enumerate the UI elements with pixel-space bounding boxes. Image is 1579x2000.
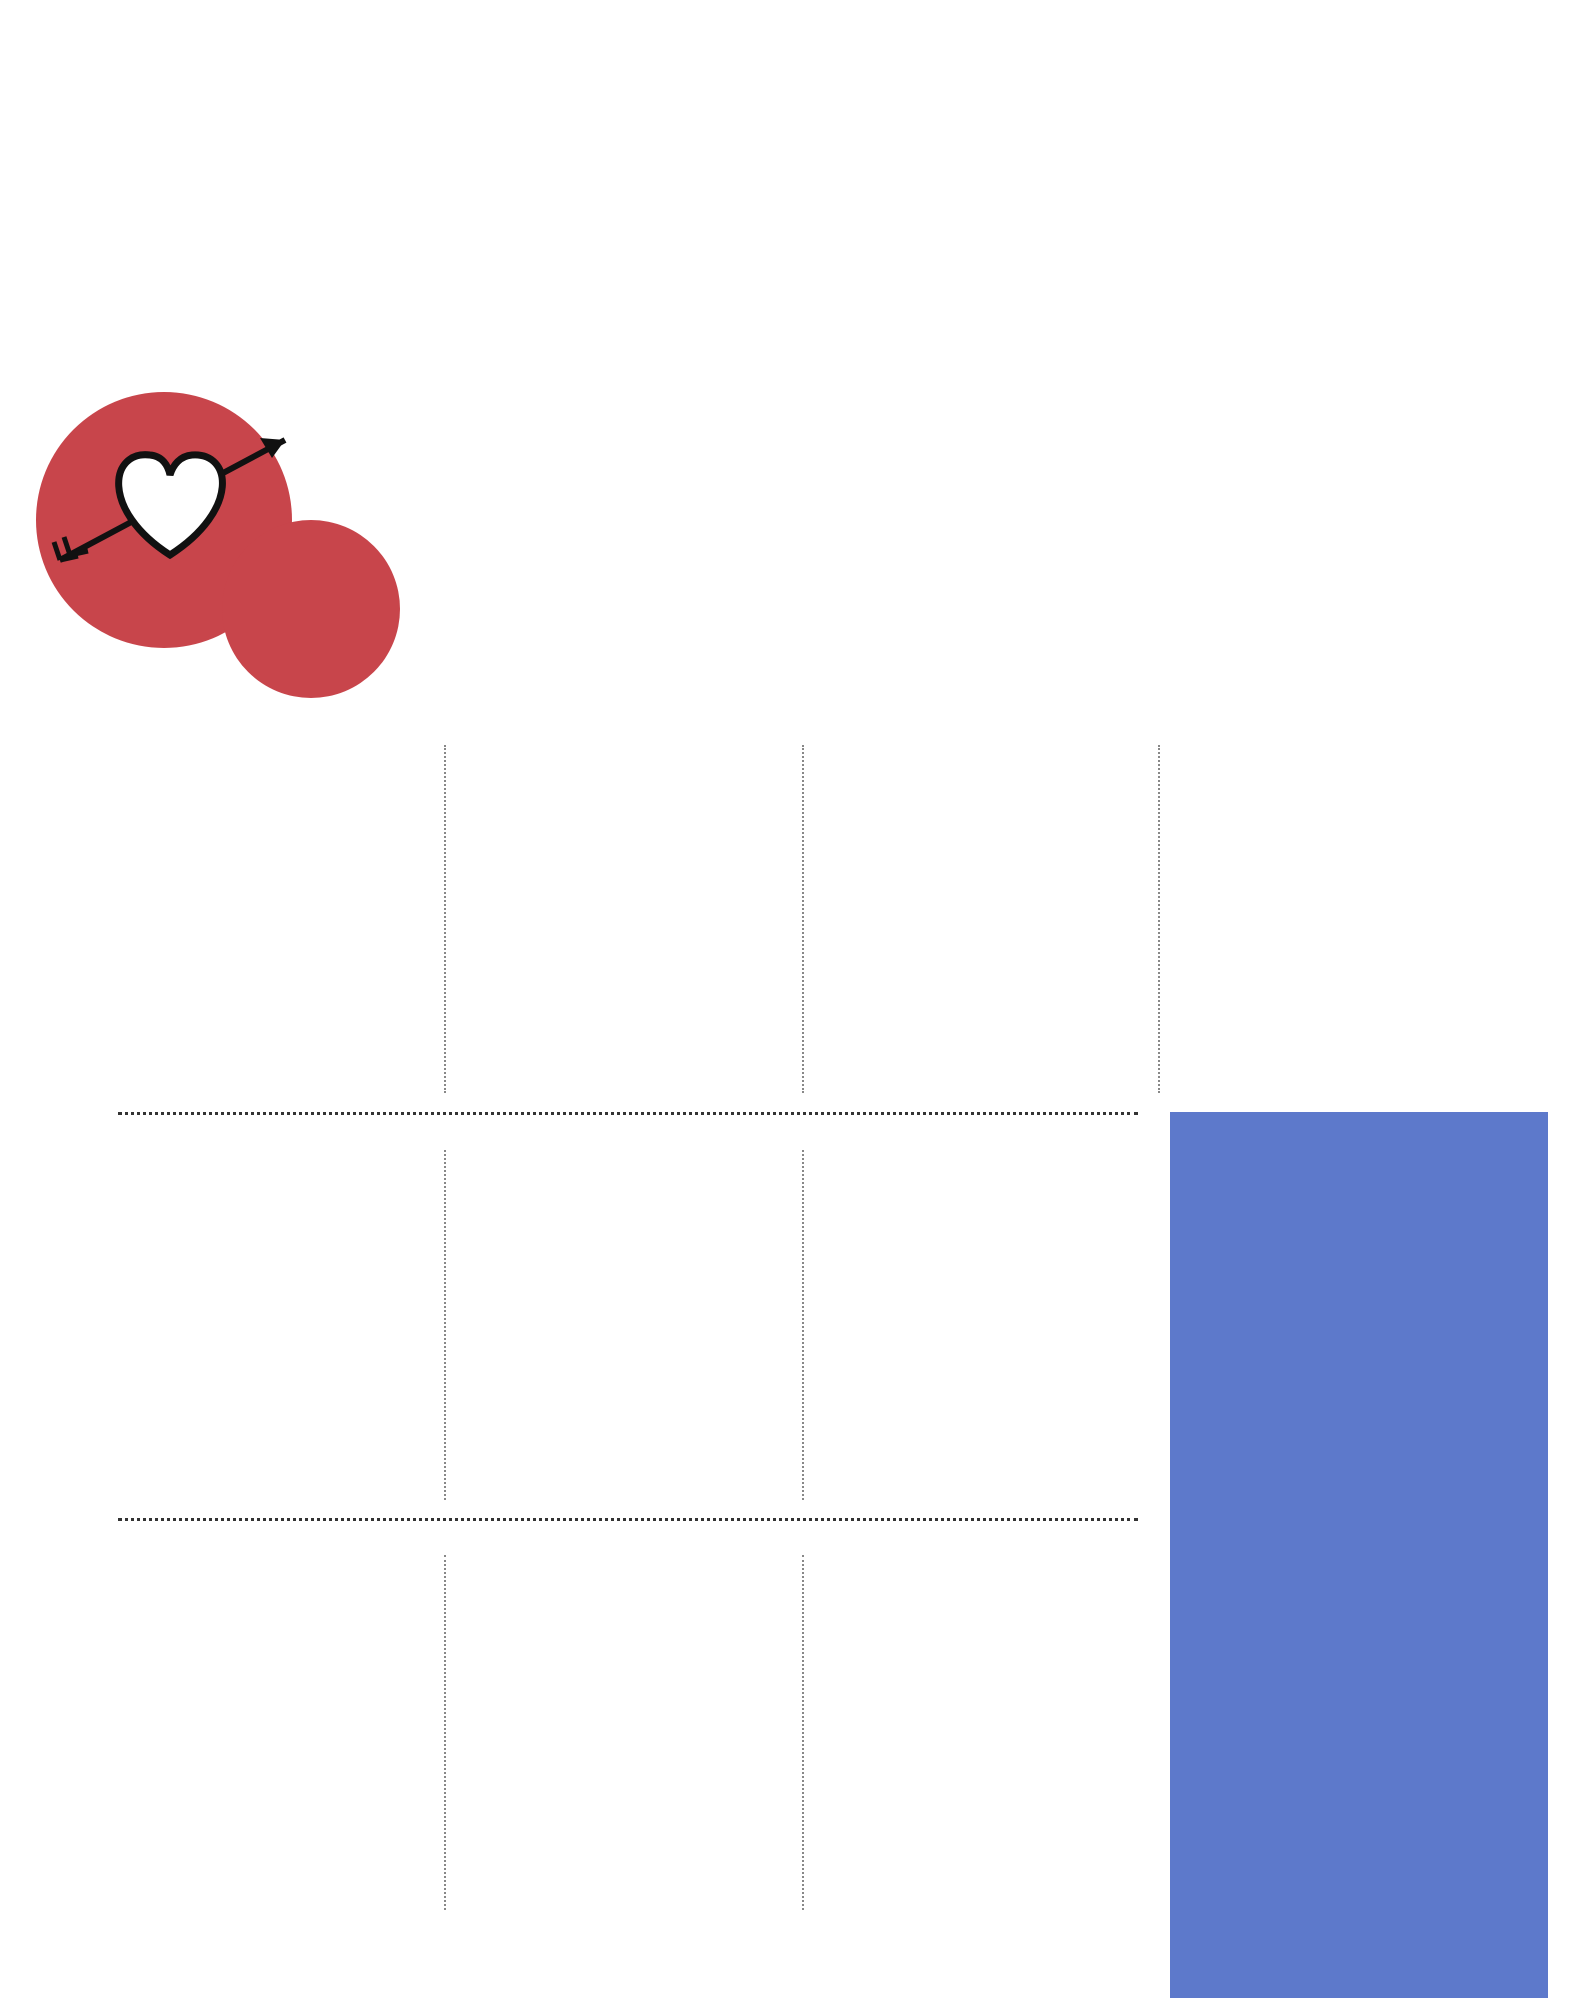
- column-separator: [1158, 745, 1160, 1093]
- column-separator: [444, 1555, 446, 1910]
- column-separator: [802, 745, 804, 1093]
- column-separator: [444, 745, 446, 1093]
- row-separator: [118, 1518, 1138, 1521]
- column-separator: [802, 1555, 804, 1910]
- heart-arrow-icon: [40, 410, 300, 590]
- promo-box: [1170, 1112, 1548, 1998]
- column-separator: [444, 1150, 446, 1500]
- column-separator: [802, 1150, 804, 1500]
- row-separator: [118, 1112, 1138, 1115]
